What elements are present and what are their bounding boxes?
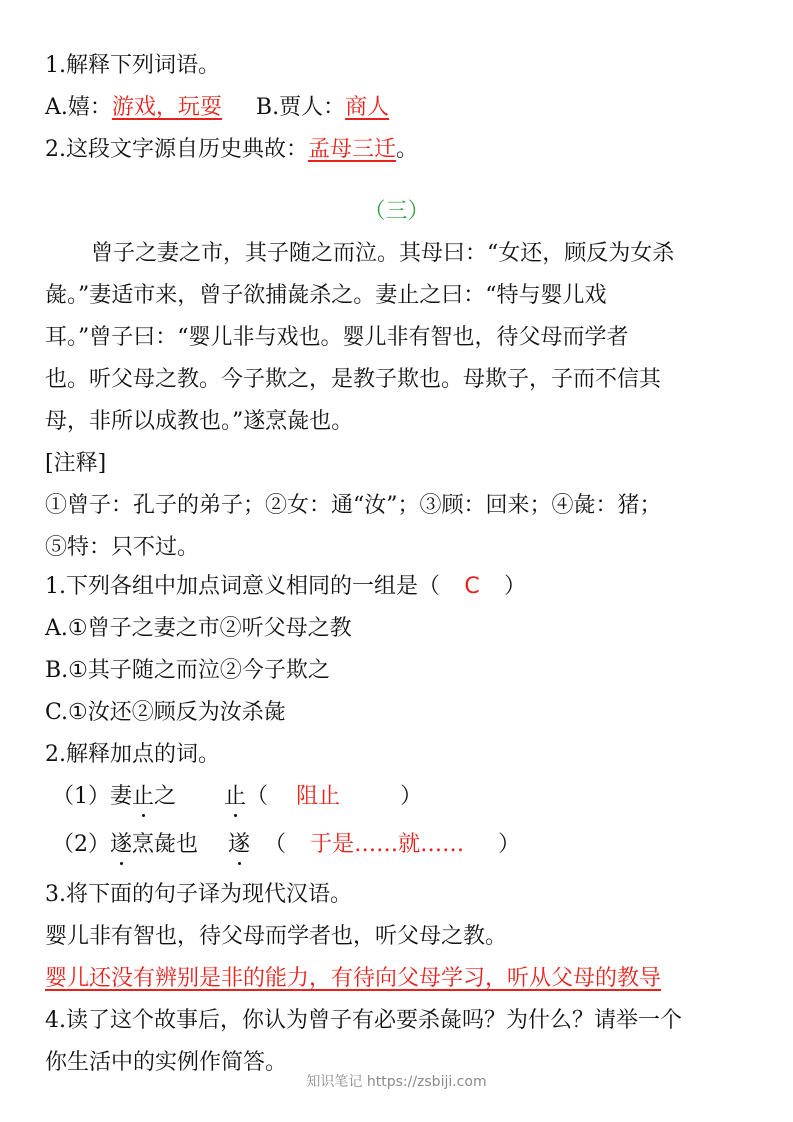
q2-label: 2.这段文字源自历史典故： xyxy=(45,137,308,162)
item2-dotted-word: 遂 xyxy=(110,830,132,860)
q3-2-item-2 xyxy=(52,830,748,860)
q3-3-sentence: 婴儿非有智也，待父母而学者也，听父母之教。 xyxy=(45,924,508,949)
passage-line-3: 耳。”曾子曰：“婴儿非与戏也。婴儿非有智也，待父母而学者 xyxy=(45,325,629,350)
q3-2-prompt: 2.解释加点的词。 xyxy=(45,742,220,767)
item2-word: 遂 xyxy=(228,830,250,860)
question-2-row xyxy=(45,135,748,165)
item1-paren-open: （ xyxy=(246,784,269,809)
item1-answer: 阻止 xyxy=(296,784,341,809)
q3-4-line-1: 4.读了这个故事后，你认为曾子有必要杀彘吗？为什么？请举一个 xyxy=(45,1008,682,1033)
def-b-answer: 商人 xyxy=(345,95,390,120)
q3-1-answer: C xyxy=(464,574,480,599)
q3-1-close: ） xyxy=(504,574,527,599)
item2-paren-close: ） xyxy=(498,832,521,857)
section-heading: （三） xyxy=(363,199,430,224)
option-b: B.①其子随之而泣②今子欺之 xyxy=(45,658,330,683)
notes-line-2: ⑤特：只不过。 xyxy=(45,535,200,560)
def-a-answer: 游戏，玩耍 xyxy=(111,95,222,120)
footer-watermark: 知识笔记 https://zsbiji.com xyxy=(306,1074,487,1090)
q3-3-prompt: 3.将下面的句子译为现代汉语。 xyxy=(45,882,352,907)
item1-paren-close: ） xyxy=(400,784,423,809)
passage-line-5: 母，非所以成教也。”遂烹彘也。 xyxy=(45,409,354,434)
notes-line-1: ①曾子：孔子的弟子；②女：通“汝”；③顾：回来；④彘：猪； xyxy=(45,493,662,518)
item2-paren-open: （ xyxy=(264,832,287,857)
option-c: C.①汝还②顾反为汝杀彘 xyxy=(45,700,286,725)
item1-word: 止 xyxy=(224,782,246,812)
item2-answer: 于是……就…… xyxy=(310,832,465,857)
q2-answer: 孟母三迁 xyxy=(308,137,397,162)
def-a-label: A.嬉： xyxy=(45,95,112,120)
notes-title: [注释] xyxy=(45,451,107,476)
passage-line-4: 也。听父母之教。今子欺之，是教子欺也。母欺子，子而不信其 xyxy=(45,367,662,392)
item2-prefix: （2） xyxy=(52,832,110,857)
q3-2-item-1 xyxy=(52,782,748,812)
question-1-heading: 1.解释下列词语。 xyxy=(45,53,220,78)
passage-line-1: 曾子之妻之市，其子随之而泣。其母曰：“女还，顾反为女杀 xyxy=(91,241,675,266)
q3-1-prompt: 1.下列各组中加点词意义相同的一组是（ xyxy=(45,574,440,599)
q3-4-line-2: 你生活中的实例作简答。 xyxy=(45,1050,288,1075)
definitions-row xyxy=(45,93,748,123)
item1-dotted-word: 止 xyxy=(132,782,154,812)
def-b-label: B.贾人： xyxy=(255,95,346,120)
item1-prefix: （1）妻 xyxy=(52,784,132,809)
q2-end: 。 xyxy=(396,137,419,162)
item1-suffix: 之 xyxy=(154,784,177,809)
item2-suffix: 烹彘也 xyxy=(132,832,199,857)
q3-3-answer: 婴儿还没有辨别是非的能力，有待向父母学习，听从父母的教导 xyxy=(45,966,662,991)
passage-line-2: 彘。”妻适市来，曾子欲捕彘杀之。妻止之曰：“特与婴儿戏 xyxy=(45,283,607,308)
q3-1-prompt-row xyxy=(45,572,748,602)
option-a: A.①曾子之妻之市②听父母之教 xyxy=(45,616,352,641)
